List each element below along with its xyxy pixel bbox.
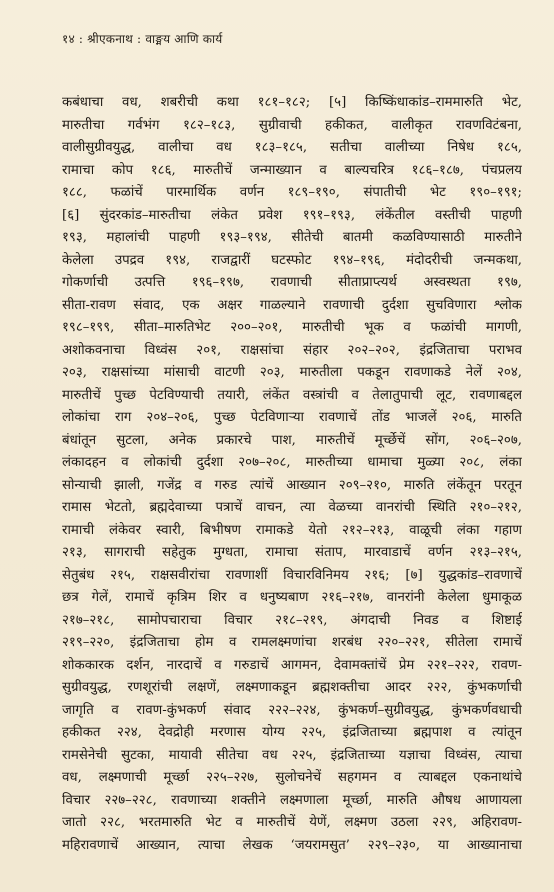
text-line: २१३, सागराची सहेतुक मुग्धता, रामाचा संताप, मारवाडाचें वर्णन २१३–२१५, (62, 545, 522, 560)
text-line: रामाची लंकेवर स्वारी, बिभीषण रामाकडे येतो २१२–२१३, वाळूची लंका गहाण (62, 522, 522, 538)
text-line: २१९–२२०, इंद्रजिताचा होम व रामलक्ष्मणांचा शरबंध २२०–२२१, सीतेला रामाचें (62, 635, 522, 650)
text-line: वध, लक्ष्मणाची मूर्च्छा २२५–२२७, सुलोचनेचें सहगमन व त्याबद्दल एकनाथांचे (62, 770, 522, 785)
text-line: महिरावणाचें आख्यान, त्याचा लेखक ‘जयरामसुत’ २२९–२३०, या आख्यानाचा (62, 837, 522, 853)
text-line: गोकर्णाची उत्पत्ति १९६–१९७, रावणाची सीताप्राप्त्यर्थ अस्वस्थता १९७, (62, 275, 522, 290)
text-line: लोकांचा राग २०४–२०६, पुच्छ पेटविणाऱ्या रावणाचें तोंड भाजलें २०६, मारुति (62, 410, 522, 425)
text-line: केलेला उपद्रव १९४, राजद्वारीं घटस्फोट १९४–१९६, मंदोदरीची जन्मकथा, (62, 252, 522, 268)
text-line: सेतुबंध २१५, राक्षसवीरांचा रावणाशीं विचारविनिमय २१६; [७] युद्धकांड–रावणाचें (62, 567, 522, 583)
text-line: विचार २२७–२२८, रावणाच्या शक्तीने लक्ष्मणाला मूर्च्छा, मारुति औषध आणायला (62, 792, 522, 808)
text-line: १८८, फळांचें पारमार्थिक वर्णन १८९–१९०, संपातीची भेट १९०–१९१; (62, 185, 522, 200)
body-text (62, 92, 522, 857)
text-line: छत्र गेलें, रामाचें कृत्रिम शिर व धनुष्यबाण २१६–२१७, वानरांनी केलेला धुमाकूळ (62, 590, 522, 605)
running-head: १४ : श्रीएकनाथ : वाङ्मय आणि कार्य (62, 32, 223, 46)
text-line: सीता-रावण संवाद, एक अक्षर गाळल्याने रावणाची दुर्दशा सुचविणारा श्लोक (62, 297, 522, 313)
text-line: मारुतीचा गर्वभंग १८२–१८३, सुग्रीवाची हकीकत, वालीकृत रावणविटंबना, (62, 117, 522, 133)
text-line: कबंधाचा वध, शबरीची कथा १८१–१८२; [५] किष्किंधाकांड–राममारुति भेट, (62, 95, 522, 110)
text-line: शोककारक दर्शन, नारदाचें व गरुडाचें आगमन, देवामक्तांचें प्रेम २२१–२२२, रावण- (62, 657, 522, 673)
text-line: [६] सुंदरकांड–मारुतीचा लंकेत प्रवेश १९१–१९३, लंकेंतील वस्तीची पाहणी (62, 207, 522, 223)
text-line: २०३, राक्षसांच्या मांसाची वाटणी २०३, मारुतीला पकडून रावणाकडे नेलें २०४, (62, 365, 522, 380)
text-line: १९३, महालांची पाहणी १९३–१९४, सीतेची बातमी कळविण्यासाठी मारुतीने (62, 230, 522, 245)
text-line: रामास भेटतो, ब्रह्मदेवाच्या पत्राचें वाचन, त्या वेळच्या वानरांची स्थिति २१०–२१२, (62, 500, 522, 515)
text-line: २१७–२१८, सामोपचाराचा विचार २१८–२१९, अंगदाची निवड व शिष्टाई (62, 612, 522, 628)
text-line: जातो २२८, भरतमारुति भेट व मारुतीचें येणें, लक्ष्मण उठला २२९, अहिरावण- (62, 815, 522, 830)
text-line: हकीकत २२४, देवद्रोही मरणास योग्य २२५, इंद्रजिताच्या ब्रह्मपाश व त्यांतून (62, 725, 522, 740)
text-line: सुग्रीवयुद्ध, रणशूरांची लक्षणें, लक्ष्मणाकडून ब्रह्मशक्तीचा आदर २२२, कुंभकर्णाची (62, 680, 522, 695)
text-line: मारुतीचें पुच्छ पेटविण्याची तयारी, लंकेंत वस्त्रांची व तेलातुपाची लूट, रावणाबद्दल (62, 387, 522, 403)
text-line: वालीसुग्रीवयुद्ध, वालीचा वध १८३–१८५, सतीचा वालीच्या निषेध १८५, (62, 140, 522, 155)
text-line: जागृति व रावण-कुंभकर्ण संवाद २२२–२२४, कुंभकर्ण–सुग्रीवयुद्ध, कुंभकर्णवधाची (62, 702, 522, 718)
text-line: रामसेनेची सुटका, मायावी सीतेचा वध २२५, इंद्रजिताच्या यज्ञाचा विध्वंस, त्याचा (62, 747, 522, 763)
text-line: अशोकवनाचा विध्वंस २०१, राक्षसांचा संहार २०२–२०२, इंद्रजिताचा पराभव (62, 342, 522, 358)
text-line: रामाचा कोप १८६, मारुतीचें जन्माख्यान व बाल्यचरित्र १८६–१८७, पंचप्रलय (62, 162, 522, 178)
text-line: १९८–१९९, सीता–मारुतिभेट २००–२०१, मारुतीची भूक व फळांची मागणी, (62, 320, 522, 335)
text-line: बंधांतून सुटला, अनेक प्रकारचे पाश, मारुतीचें मूर्च्छेचें सोंग, २०६–२०७, (62, 432, 522, 448)
text-line: लंकादहन व लोकांची दुर्दशा २०७–२०८, मारुतीच्या धामाचा मुळ्या २०८, लंका (62, 455, 522, 470)
text-line: सोन्याची झाली, गजेंद्र व गरुड त्यांचें आख्यान २०९–२१०, मारुति लंकेंतून परतून (62, 477, 522, 493)
